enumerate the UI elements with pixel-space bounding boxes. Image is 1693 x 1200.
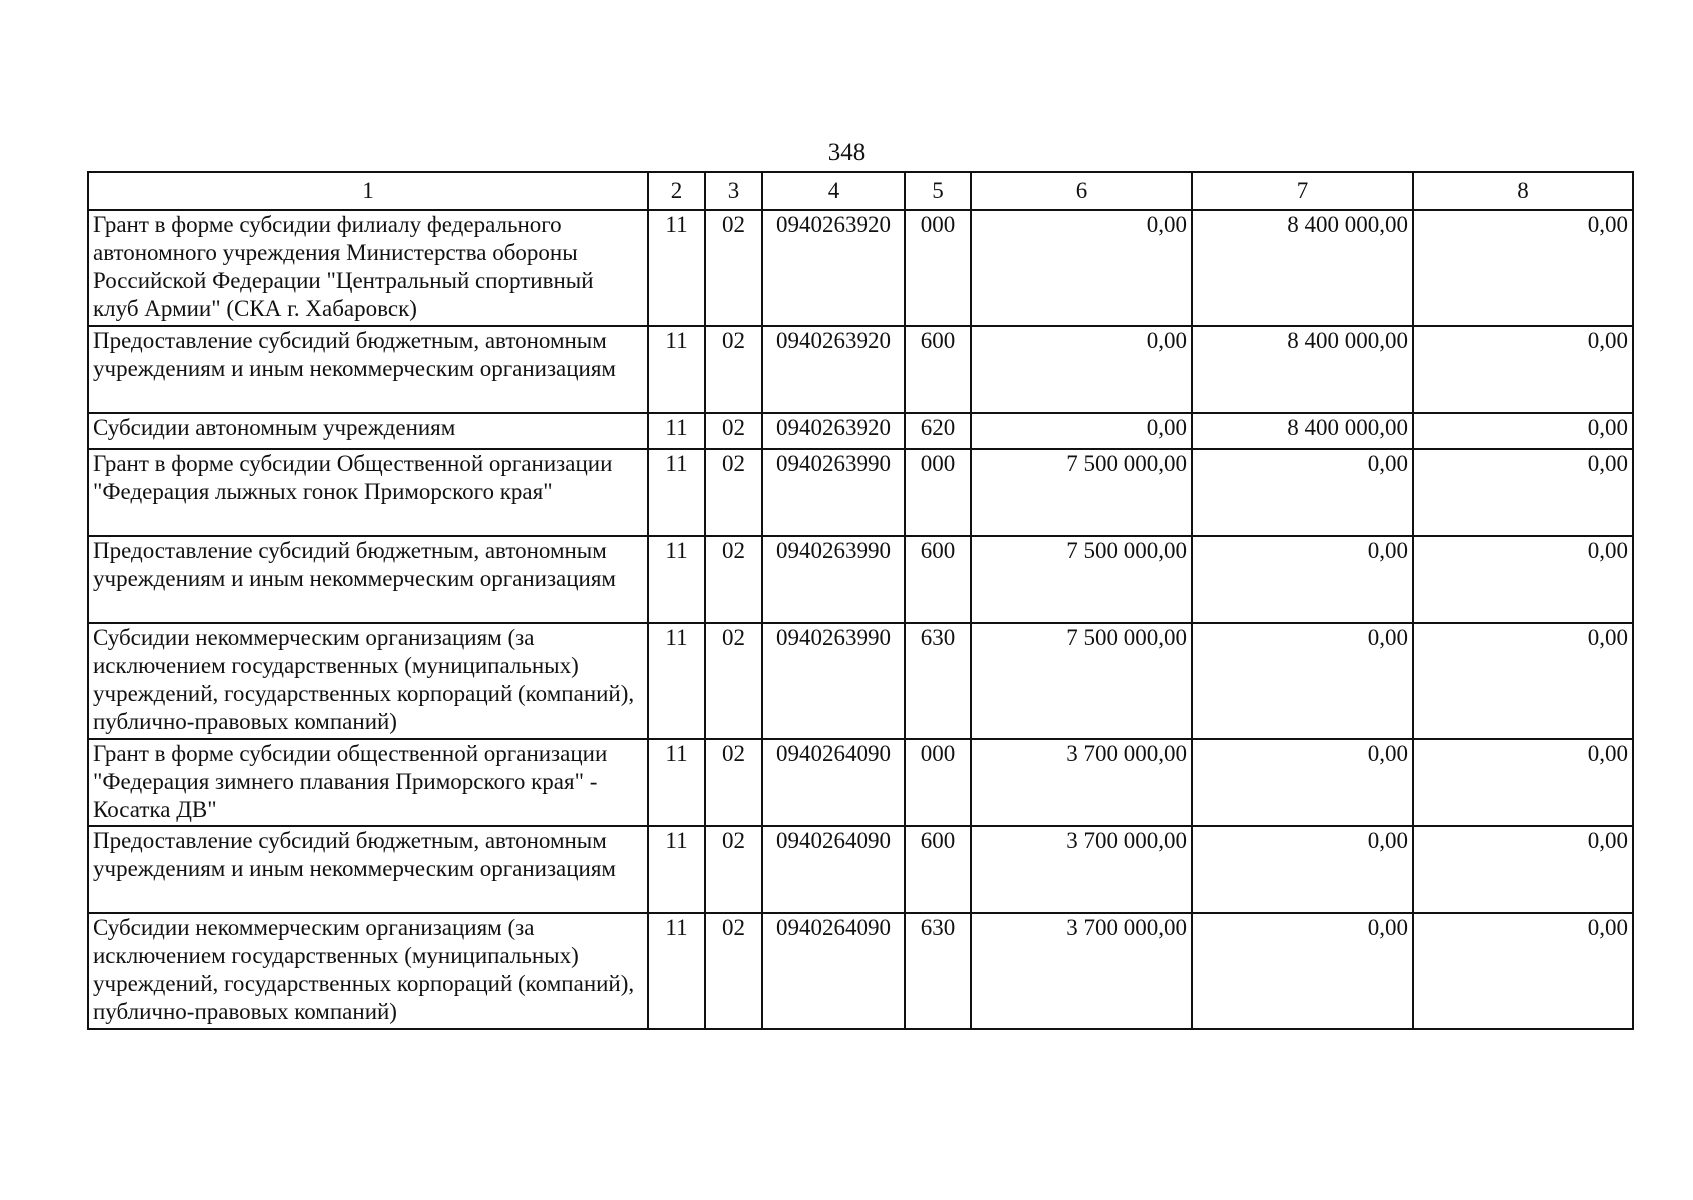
row-amount-6: 7 500 000,00: [971, 536, 1192, 623]
row-target-code: 0940263990: [762, 449, 905, 536]
header-col-3: 3: [705, 172, 762, 210]
row-description: Субсидии автономным учреждениям: [88, 413, 648, 449]
row-amount-7: 0,00: [1192, 623, 1413, 739]
row-amount-6: 3 700 000,00: [971, 739, 1192, 826]
row-target-code: 0940263920: [762, 326, 905, 413]
row-description: Грант в форме субсидии общественной организации "Федерация зимнего плавания Приморского края" - Косатка ДВ": [88, 739, 648, 826]
table-row: [88, 826, 1633, 913]
row-section: 11: [648, 413, 705, 449]
row-expense-type: 600: [905, 826, 971, 913]
row-target-code: 0940264090: [762, 913, 905, 1029]
row-amount-7: 0,00: [1192, 913, 1413, 1029]
row-subsection: 02: [705, 210, 762, 326]
row-description: Предоставление субсидий бюджетным, автономным учреждениям и иным некоммерческим организациям: [88, 536, 648, 623]
row-expense-type: 000: [905, 739, 971, 826]
header-row: [88, 172, 1633, 210]
row-subsection: 02: [705, 536, 762, 623]
row-target-code: 0940263920: [762, 413, 905, 449]
page-number: 348: [827, 139, 866, 166]
row-target-code: 0940263990: [762, 623, 905, 739]
row-section: 11: [648, 326, 705, 413]
row-amount-7: 0,00: [1192, 536, 1413, 623]
row-amount-7: 8 400 000,00: [1192, 326, 1413, 413]
row-description: Грант в форме субсидии филиалу федерального автономного учреждения Министерства обороны Российской Федерации "Центральный спортивный клуб Армии" (СКА г. Хабаровск): [88, 210, 648, 326]
row-description: Предоставление субсидий бюджетным, автономным учреждениям и иным некоммерческим организациям: [88, 826, 648, 913]
row-amount-8: 0,00: [1413, 536, 1633, 623]
row-description: Субсидии некоммерческим организациям (за исключением государственных (муниципальных) учреждений, государственных корпораций (компаний), публично-правовых компаний): [88, 913, 648, 1029]
row-section: 11: [648, 449, 705, 536]
table-row: [88, 913, 1633, 1029]
row-subsection: 02: [705, 326, 762, 413]
row-target-code: 0940263920: [762, 210, 905, 326]
row-subsection: 02: [705, 739, 762, 826]
row-amount-7: 8 400 000,00: [1192, 413, 1413, 449]
row-section: 11: [648, 913, 705, 1029]
row-amount-8: 0,00: [1413, 413, 1633, 449]
table-row: [88, 210, 1633, 326]
header-col-1: 1: [88, 172, 648, 210]
row-expense-type: 000: [905, 449, 971, 536]
row-amount-8: 0,00: [1413, 913, 1633, 1029]
row-amount-8: 0,00: [1413, 739, 1633, 826]
row-amount-6: 0,00: [971, 326, 1192, 413]
row-subsection: 02: [705, 913, 762, 1029]
row-expense-type: 630: [905, 623, 971, 739]
row-amount-7: 8 400 000,00: [1192, 210, 1413, 326]
header-col-6: 6: [971, 172, 1192, 210]
row-expense-type: 600: [905, 326, 971, 413]
header-col-7: 7: [1192, 172, 1413, 210]
row-description: Грант в форме субсидии Общественной организации "Федерация лыжных гонок Приморского края": [88, 449, 648, 536]
row-target-code: 0940264090: [762, 826, 905, 913]
row-amount-6: 7 500 000,00: [971, 449, 1192, 536]
row-amount-6: 7 500 000,00: [971, 623, 1192, 739]
row-amount-8: 0,00: [1413, 826, 1633, 913]
table-row: [88, 326, 1633, 413]
table-row: [88, 623, 1633, 739]
row-amount-7: 0,00: [1192, 449, 1413, 536]
table-row: [88, 739, 1633, 826]
row-subsection: 02: [705, 623, 762, 739]
row-expense-type: 600: [905, 536, 971, 623]
row-amount-8: 0,00: [1413, 210, 1633, 326]
row-target-code: 0940263990: [762, 536, 905, 623]
budget-table: [87, 171, 1634, 1030]
row-description: Субсидии некоммерческим организациям (за исключением государственных (муниципальных) учреждений, государственных корпораций (компаний), публично-правовых компаний): [88, 623, 648, 739]
row-amount-8: 0,00: [1413, 623, 1633, 739]
row-section: 11: [648, 623, 705, 739]
row-target-code: 0940264090: [762, 739, 905, 826]
row-amount-6: 0,00: [971, 210, 1192, 326]
row-amount-8: 0,00: [1413, 326, 1633, 413]
row-section: 11: [648, 210, 705, 326]
table-row: [88, 413, 1633, 449]
table-row: [88, 536, 1633, 623]
row-expense-type: 000: [905, 210, 971, 326]
row-expense-type: 630: [905, 913, 971, 1029]
row-amount-6: 3 700 000,00: [971, 826, 1192, 913]
row-subsection: 02: [705, 449, 762, 536]
row-amount-7: 0,00: [1192, 826, 1413, 913]
row-subsection: 02: [705, 826, 762, 913]
header-col-4: 4: [762, 172, 905, 210]
table-row: [88, 449, 1633, 536]
row-amount-7: 0,00: [1192, 739, 1413, 826]
row-amount-8: 0,00: [1413, 449, 1633, 536]
row-section: 11: [648, 739, 705, 826]
header-col-5: 5: [905, 172, 971, 210]
header-col-8: 8: [1413, 172, 1633, 210]
row-section: 11: [648, 536, 705, 623]
row-section: 11: [648, 826, 705, 913]
row-amount-6: 0,00: [971, 413, 1192, 449]
row-subsection: 02: [705, 413, 762, 449]
header-col-2: 2: [648, 172, 705, 210]
row-description: Предоставление субсидий бюджетным, автономным учреждениям и иным некоммерческим организациям: [88, 326, 648, 413]
row-expense-type: 620: [905, 413, 971, 449]
row-amount-6: 3 700 000,00: [971, 913, 1192, 1029]
